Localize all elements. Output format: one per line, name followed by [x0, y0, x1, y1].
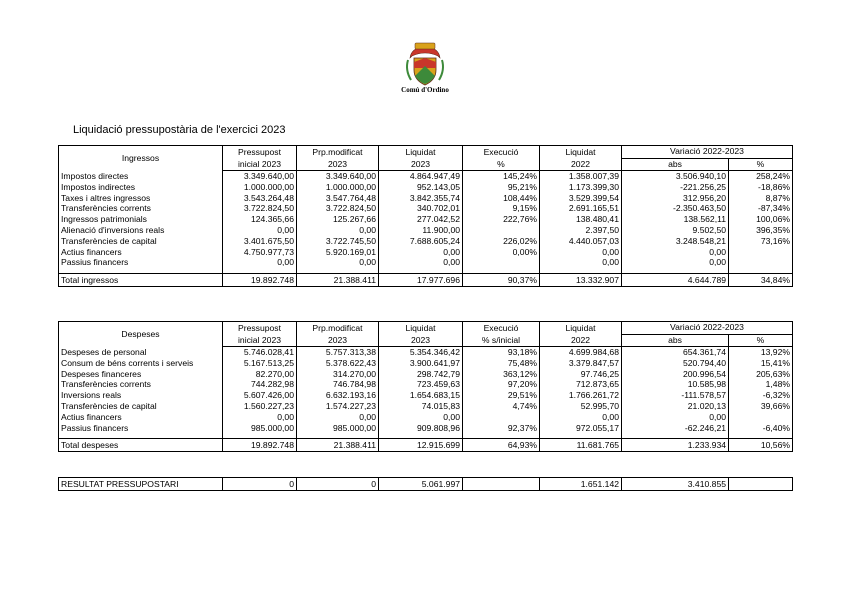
modificat-cell: 6.632.193,16	[297, 390, 379, 401]
table-row	[59, 390, 793, 401]
liquidat22-cell: 2.691.165,51	[540, 203, 622, 214]
liquidat-cell: 12.915.699	[379, 439, 463, 452]
col-pressupost-sub: inicial 2023	[223, 334, 297, 347]
col-liquidat-sub: 2023	[379, 158, 463, 171]
despeses-table	[58, 321, 793, 452]
variacio-pct-cell: 1,48%	[729, 379, 793, 390]
variacio-pct-cell: -6,32%	[729, 390, 793, 401]
execucio-cell	[463, 412, 540, 423]
modificat-cell: 5.757.313,38	[297, 347, 379, 358]
liquidat22-cell: 712.873,65	[540, 379, 622, 390]
variacio-pct-cell: -6,40%	[729, 423, 793, 434]
despeses-section-label: Despeses	[59, 322, 223, 347]
modificat-cell: 21.388.411	[297, 439, 379, 452]
ingressos-header-row-1	[59, 146, 793, 159]
row-label: Impostos indirectes	[59, 182, 223, 193]
modificat-cell: 0	[297, 478, 379, 491]
table-row	[59, 423, 793, 434]
liquidat22-cell: 2.397,50	[540, 225, 622, 236]
variacio-pct-cell: 34,84%	[729, 274, 793, 287]
variacio-abs-cell: 0,00	[622, 257, 729, 268]
pressupost-cell: 0,00	[223, 412, 297, 423]
variacio-pct-cell: 205,63%	[729, 369, 793, 380]
liquidat-cell: 909.808,96	[379, 423, 463, 434]
pressupost-cell: 82.270,00	[223, 369, 297, 380]
liquidat22-cell: 4.699.984,68	[540, 347, 622, 358]
execucio-cell: 0,00%	[463, 247, 540, 258]
execucio-cell: 9,15%	[463, 203, 540, 214]
modificat-cell: 1.574.227,23	[297, 401, 379, 412]
table-row	[59, 412, 793, 423]
execucio-cell: 97,20%	[463, 379, 540, 390]
col-modificat-sub: 2023	[297, 158, 379, 171]
pressupost-cell: 0	[223, 478, 297, 491]
table-row	[59, 358, 793, 369]
liquidat22-cell: 13.332.907	[540, 274, 622, 287]
variacio-pct-cell	[729, 247, 793, 258]
liquidat-cell: 5.061.997	[379, 478, 463, 491]
col-pressupost-label: Pressupost	[223, 146, 297, 159]
total-row	[59, 439, 793, 452]
variacio-pct-cell: 13,92%	[729, 347, 793, 358]
resultat-table	[58, 477, 793, 491]
col-modificat-label: Prp.modificat	[297, 146, 379, 159]
coat-of-arms-icon	[401, 40, 449, 88]
liquidat22-cell: 972.055,17	[540, 423, 622, 434]
pressupost-cell: 985.000,00	[223, 423, 297, 434]
liquidat-cell: 4.864.947,49	[379, 171, 463, 182]
execucio-cell: 226,02%	[463, 236, 540, 247]
variacio-abs-cell: 0,00	[622, 412, 729, 423]
variacio-abs-cell: 0,00	[622, 247, 729, 258]
modificat-cell: 3.722.824,50	[297, 203, 379, 214]
variacio-pct-cell: 39,66%	[729, 401, 793, 412]
pressupost-cell: 744.282,98	[223, 379, 297, 390]
col-modificat-label: Prp.modificat	[297, 322, 379, 335]
execucio-cell: 95,21%	[463, 182, 540, 193]
col-liquidat22-sub: 2022	[540, 334, 622, 347]
variacio-abs-cell: 4.644.789	[622, 274, 729, 287]
liquidat22-cell: 1.766.261,72	[540, 390, 622, 401]
variacio-pct-cell	[729, 257, 793, 268]
table-row	[59, 369, 793, 380]
row-label: Impostos directes	[59, 171, 223, 182]
liquidat22-cell: 1.651.142	[540, 478, 622, 491]
variacio-pct-cell	[729, 478, 793, 491]
modificat-cell: 0,00	[297, 412, 379, 423]
pressupost-cell: 19.892.748	[223, 274, 297, 287]
col-execucio-sub: %	[463, 158, 540, 171]
col-var-pct-sub: %	[729, 334, 793, 347]
table-row	[59, 193, 793, 204]
col-variacio-label: Variació 2022-2023	[622, 146, 793, 159]
execucio-cell: 222,76%	[463, 214, 540, 225]
modificat-cell: 0,00	[297, 225, 379, 236]
variacio-pct-cell: 15,41%	[729, 358, 793, 369]
variacio-abs-cell: -2.350.463,50	[622, 203, 729, 214]
col-liquidat22-label: Liquidat	[540, 322, 622, 335]
liquidat-cell: 3.842.355,74	[379, 193, 463, 204]
variacio-pct-cell: 8,87%	[729, 193, 793, 204]
variacio-pct-cell: 73,16%	[729, 236, 793, 247]
liquidat22-cell: 3.379.847,57	[540, 358, 622, 369]
modificat-cell: 21.388.411	[297, 274, 379, 287]
variacio-abs-cell: 520.794,40	[622, 358, 729, 369]
variacio-pct-cell: 396,35%	[729, 225, 793, 236]
row-label: Alienació d'inversions reals	[59, 225, 223, 236]
liquidat-cell: 0,00	[379, 257, 463, 268]
variacio-pct-cell: 10,56%	[729, 439, 793, 452]
execucio-cell: 93,18%	[463, 347, 540, 358]
variacio-abs-cell: -221.256,25	[622, 182, 729, 193]
variacio-abs-cell: 3.248.548,21	[622, 236, 729, 247]
pressupost-cell: 3.543.264,48	[223, 193, 297, 204]
pressupost-cell: 5.607.426,00	[223, 390, 297, 401]
execucio-cell: 145,24%	[463, 171, 540, 182]
row-label: Passius financers	[59, 423, 223, 434]
table-row	[59, 171, 793, 182]
col-variacio-label: Variació 2022-2023	[622, 322, 793, 335]
execucio-cell: 4,74%	[463, 401, 540, 412]
execucio-cell: 64,93%	[463, 439, 540, 452]
pressupost-cell: 1.560.227,23	[223, 401, 297, 412]
variacio-pct-cell	[729, 412, 793, 423]
execucio-cell	[463, 478, 540, 491]
liquidat-cell: 298.742,79	[379, 369, 463, 380]
liquidat-cell: 3.900.641,97	[379, 358, 463, 369]
liquidat-cell: 340.702,01	[379, 203, 463, 214]
row-label: Despeses financeres	[59, 369, 223, 380]
modificat-cell: 3.349.640,00	[297, 171, 379, 182]
table-row	[59, 347, 793, 358]
despeses-header-row-1	[59, 322, 793, 335]
table-row	[59, 225, 793, 236]
table-row	[59, 401, 793, 412]
pressupost-cell: 0,00	[223, 257, 297, 268]
table-row	[59, 247, 793, 258]
col-modificat-sub: 2023	[297, 334, 379, 347]
modificat-cell: 985.000,00	[297, 423, 379, 434]
col-var-abs-sub: abs	[622, 158, 729, 171]
variacio-abs-cell: 138.562,11	[622, 214, 729, 225]
liquidat22-cell: 0,00	[540, 412, 622, 423]
row-label: Total ingressos	[59, 274, 223, 287]
liquidat22-cell: 138.480,41	[540, 214, 622, 225]
table-row	[59, 236, 793, 247]
execucio-cell	[463, 257, 540, 268]
ingressos-table	[58, 145, 793, 287]
organization-name: Comú d'Ordino	[401, 86, 449, 94]
row-label: Inversions reals	[59, 390, 223, 401]
total-row	[59, 274, 793, 287]
liquidat-cell: 74.015,83	[379, 401, 463, 412]
row-label: Total despeses	[59, 439, 223, 452]
col-liquidat-label: Liquidat	[379, 146, 463, 159]
liquidat-cell: 723.459,63	[379, 379, 463, 390]
row-label: Transferències corrents	[59, 379, 223, 390]
liquidat22-cell: 52.995,70	[540, 401, 622, 412]
col-execucio-label: Execució	[463, 322, 540, 335]
execucio-cell: 92,37%	[463, 423, 540, 434]
variacio-abs-cell: 1.233.934	[622, 439, 729, 452]
col-liquidat-sub: 2023	[379, 334, 463, 347]
pressupost-cell: 4.750.977,73	[223, 247, 297, 258]
modificat-cell: 5.920.169,01	[297, 247, 379, 258]
liquidat-cell: 952.143,05	[379, 182, 463, 193]
col-pressupost-sub: inicial 2023	[223, 158, 297, 171]
variacio-abs-cell: 21.020,13	[622, 401, 729, 412]
pressupost-cell: 124.365,66	[223, 214, 297, 225]
execucio-cell: 75,48%	[463, 358, 540, 369]
pressupost-cell: 19.892.748	[223, 439, 297, 452]
variacio-abs-cell: 10.585,98	[622, 379, 729, 390]
row-label: Transferències de capital	[59, 401, 223, 412]
row-label: Taxes i altres ingressos	[59, 193, 223, 204]
row-label: Transferències corrents	[59, 203, 223, 214]
row-label: RESULTAT PRESSUPOSTARI	[59, 478, 223, 491]
modificat-cell: 5.378.622,43	[297, 358, 379, 369]
variacio-abs-cell: 312.956,20	[622, 193, 729, 204]
liquidat-cell: 277.042,52	[379, 214, 463, 225]
col-var-pct-sub: %	[729, 158, 793, 171]
pressupost-cell: 5.167.513,25	[223, 358, 297, 369]
liquidat22-cell: 4.440.057,03	[540, 236, 622, 247]
pressupost-cell: 3.349.640,00	[223, 171, 297, 182]
liquidat22-cell: 1.358.007,39	[540, 171, 622, 182]
modificat-cell: 314.270,00	[297, 369, 379, 380]
liquidat22-cell: 97.746,25	[540, 369, 622, 380]
row-label: Despeses de personal	[59, 347, 223, 358]
liquidat-cell: 0,00	[379, 247, 463, 258]
row-label: Consum de béns corrents i serveis	[59, 358, 223, 369]
col-liquidat22-sub: 2022	[540, 158, 622, 171]
variacio-abs-cell: -111.578,57	[622, 390, 729, 401]
variacio-abs-cell: 3.410.855	[622, 478, 729, 491]
variacio-pct-cell: 100,06%	[729, 214, 793, 225]
variacio-abs-cell: 9.502,50	[622, 225, 729, 236]
pressupost-cell: 1.000.000,00	[223, 182, 297, 193]
pressupost-cell: 5.746.028,41	[223, 347, 297, 358]
row-label: Actius financers	[59, 247, 223, 258]
table-row	[59, 182, 793, 193]
col-liquidat22-label: Liquidat	[540, 146, 622, 159]
col-liquidat-label: Liquidat	[379, 322, 463, 335]
liquidat-cell: 11.900,00	[379, 225, 463, 236]
col-var-abs-sub: abs	[622, 334, 729, 347]
liquidat22-cell: 11.681.765	[540, 439, 622, 452]
modificat-cell: 3.722.745,50	[297, 236, 379, 247]
liquidat22-cell: 3.529.399,54	[540, 193, 622, 204]
row-label: Transferències de capital	[59, 236, 223, 247]
execucio-cell: 108,44%	[463, 193, 540, 204]
col-execucio-label: Execució	[463, 146, 540, 159]
row-label: Ingressos patrimonials	[59, 214, 223, 225]
pressupost-cell: 3.401.675,50	[223, 236, 297, 247]
liquidat-cell: 7.688.605,24	[379, 236, 463, 247]
variacio-abs-cell: 3.506.940,10	[622, 171, 729, 182]
liquidat22-cell: 0,00	[540, 257, 622, 268]
liquidat22-cell: 1.173.399,30	[540, 182, 622, 193]
pressupost-cell: 0,00	[223, 225, 297, 236]
col-execucio-sub: % s/inicial	[463, 334, 540, 347]
pressupost-cell: 3.722.824,50	[223, 203, 297, 214]
report-title: Liquidació pressupostària de l'exercici 2023	[73, 124, 286, 136]
table-row	[59, 203, 793, 214]
ingressos-section-label: Ingressos	[59, 146, 223, 171]
liquidat-cell: 17.977.696	[379, 274, 463, 287]
execucio-cell: 363,12%	[463, 369, 540, 380]
variacio-abs-cell: 200.996,54	[622, 369, 729, 380]
table-row	[59, 257, 793, 268]
modificat-cell: 3.547.764,48	[297, 193, 379, 204]
variacio-pct-cell: -18,86%	[729, 182, 793, 193]
modificat-cell: 746.784,98	[297, 379, 379, 390]
variacio-pct-cell: -87,34%	[729, 203, 793, 214]
liquidat22-cell: 0,00	[540, 247, 622, 258]
liquidat-cell: 1.654.683,15	[379, 390, 463, 401]
variacio-pct-cell: 258,24%	[729, 171, 793, 182]
execucio-cell	[463, 225, 540, 236]
variacio-abs-cell: -62.246,21	[622, 423, 729, 434]
row-label: Passius financers	[59, 257, 223, 268]
modificat-cell: 125.267,66	[297, 214, 379, 225]
liquidat-cell: 5.354.346,42	[379, 347, 463, 358]
variacio-abs-cell: 654.361,74	[622, 347, 729, 358]
execucio-cell: 90,37%	[463, 274, 540, 287]
col-pressupost-label: Pressupost	[223, 322, 297, 335]
modificat-cell: 0,00	[297, 257, 379, 268]
resultat-row	[59, 478, 793, 491]
table-row	[59, 214, 793, 225]
execucio-cell: 29,51%	[463, 390, 540, 401]
modificat-cell: 1.000.000,00	[297, 182, 379, 193]
row-label: Actius financers	[59, 412, 223, 423]
table-row	[59, 379, 793, 390]
liquidat-cell: 0,00	[379, 412, 463, 423]
